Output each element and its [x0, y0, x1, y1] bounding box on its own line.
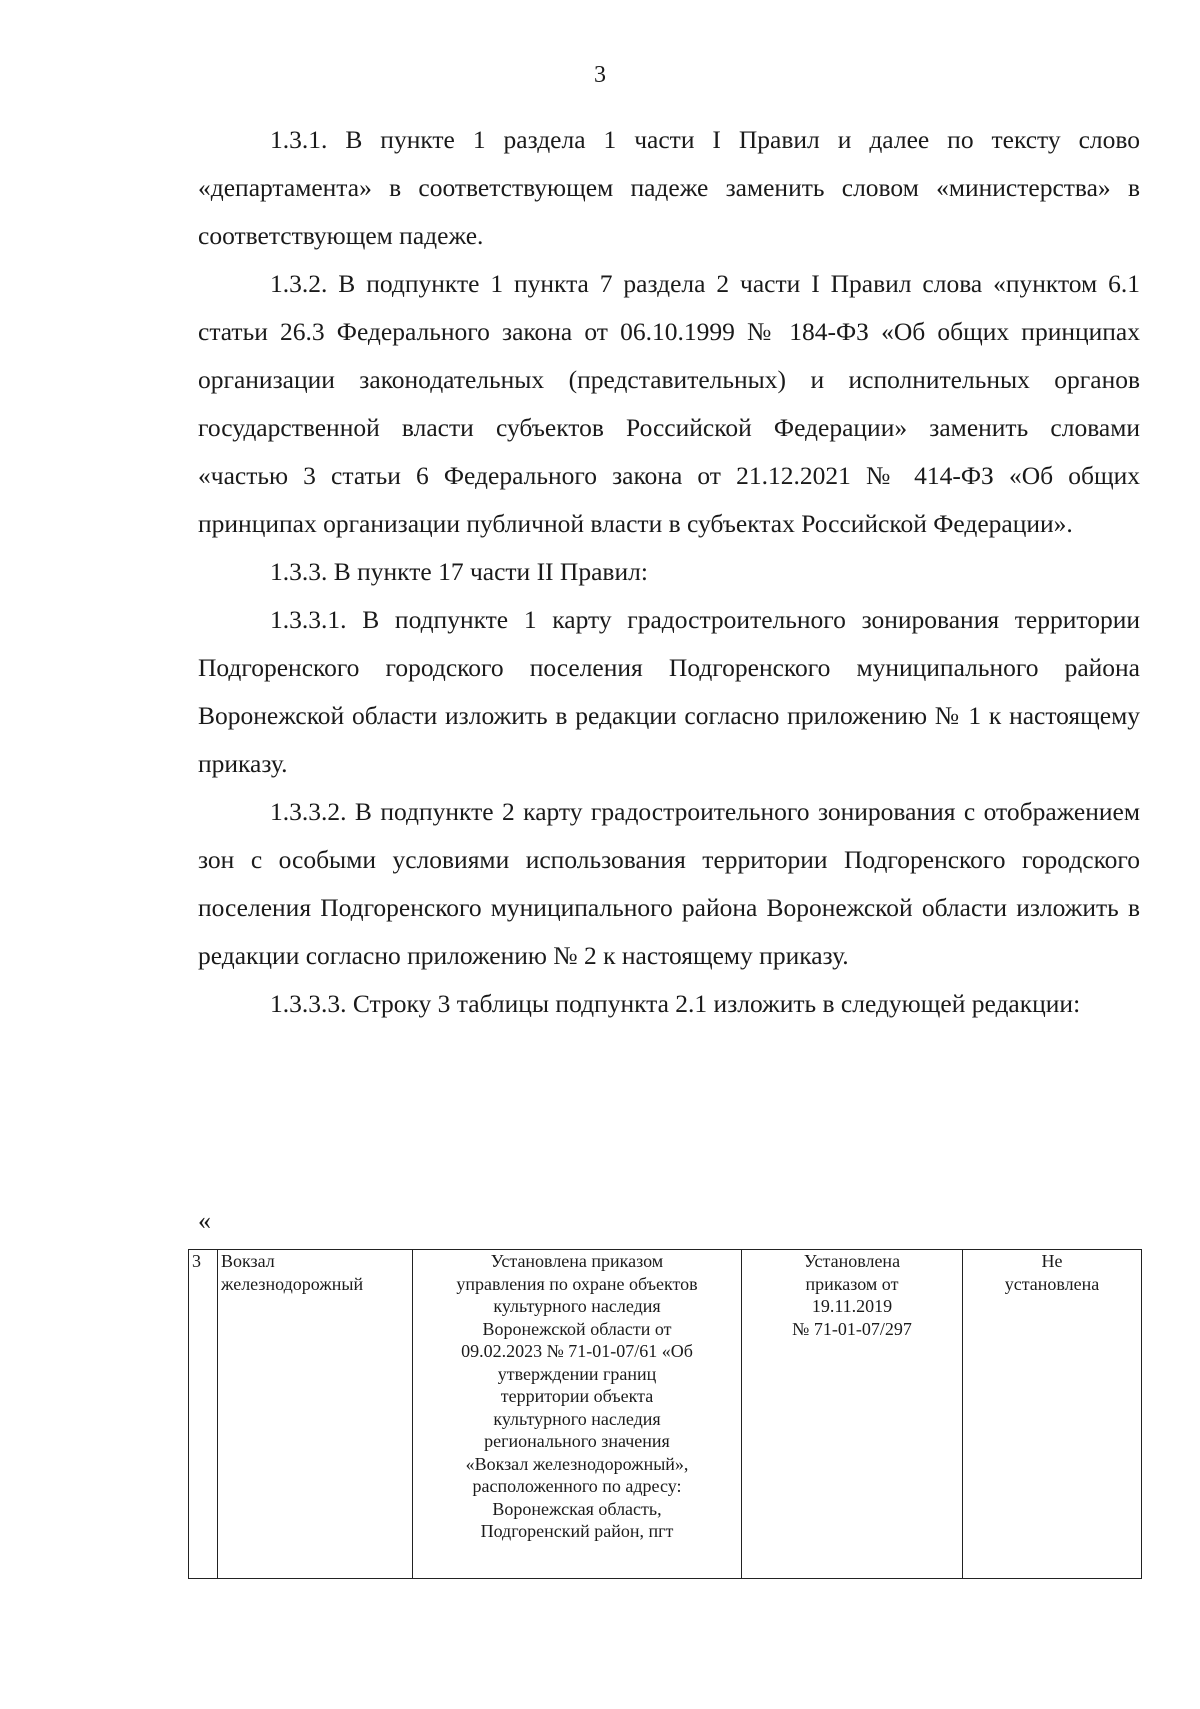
page-number: 3 [594, 62, 606, 88]
opening-quote: « [198, 1206, 211, 1235]
paragraph-1-3-1: 1.3.1. В пункте 1 раздела 1 части I Правил и далее по тексту слово «департамента» в соответствующем падеже заменить словом «министерства» в соответствующем падеже. [198, 125, 1140, 250]
paragraph-1-3-3-2: 1.3.3.2. В подпункте 2 карту градостроительного зонирования с отображением зон с особыми условиями использования территории Подгоренского городского поселения Подгоренского муниципального района Воронежской области изложить в редакции согласно приложению № 2 к настоящему приказу. [198, 797, 1140, 970]
table-row [189, 1250, 1142, 1579]
protection-zone-text: Установлена приказом от 19.11.2019 № 71-01-07/297 [792, 1251, 912, 1339]
paragraph-1-3-3-3: 1.3.3.3. Строку 3 таблицы подпункта 2.1 изложить в следующей редакции: [270, 989, 1081, 1018]
paragraph-1-3-2: 1.3.2. В подпункте 1 пункта 7 раздела 2 части I Правил слова «пунктом 6.1 статьи 26.3 Федерального закона от 06.10.1999 № 184-ФЗ «Об общих принципах организации законодательных (представительных) и исполнительных органов государственной власти субъектов Российской Федерации» заменить словами «частью 3 статьи 6 Федерального закона от 21.12.2021 № 414-ФЗ «Об общих принципах организации публичной власти в субъектах Российской Федерации». [198, 269, 1140, 538]
territory-doc-cell [413, 1250, 742, 1579]
paragraph-1-3-3: 1.3.3. В пункте 17 части II Правил: [270, 557, 648, 586]
paragraph-1-3-3-1: 1.3.3.1. В подпункте 1 карту градостроительного зонирования территории Подгоренского городского поселения Подгоренского муниципального района Воронежской области изложить в редакции согласно приложению № 1 к настоящему приказу. [198, 605, 1140, 778]
object-name-cell [218, 1250, 413, 1579]
object-name: Вокзал железнодорожный [221, 1251, 364, 1294]
document-body [198, 116, 1140, 1028]
other-zone-text: Не установлена [1004, 1251, 1100, 1294]
territory-doc-text: Установлена приказом управления по охране объектов культурного наследия Воронежской области от 09.02.2023 № 71-01-07/61 «Об утверждении границ территории объекта культурного наследия регионального значения «Вокзал железнодорожный», расположенного по адресу: Воронежская область, Подгоренский район, пгт [456, 1251, 698, 1541]
table-row-3 [188, 1249, 1142, 1579]
other-zone-cell [963, 1250, 1142, 1579]
row-number: 3 [192, 1251, 201, 1271]
row-number-cell [189, 1250, 218, 1579]
protection-zone-cell [742, 1250, 963, 1579]
